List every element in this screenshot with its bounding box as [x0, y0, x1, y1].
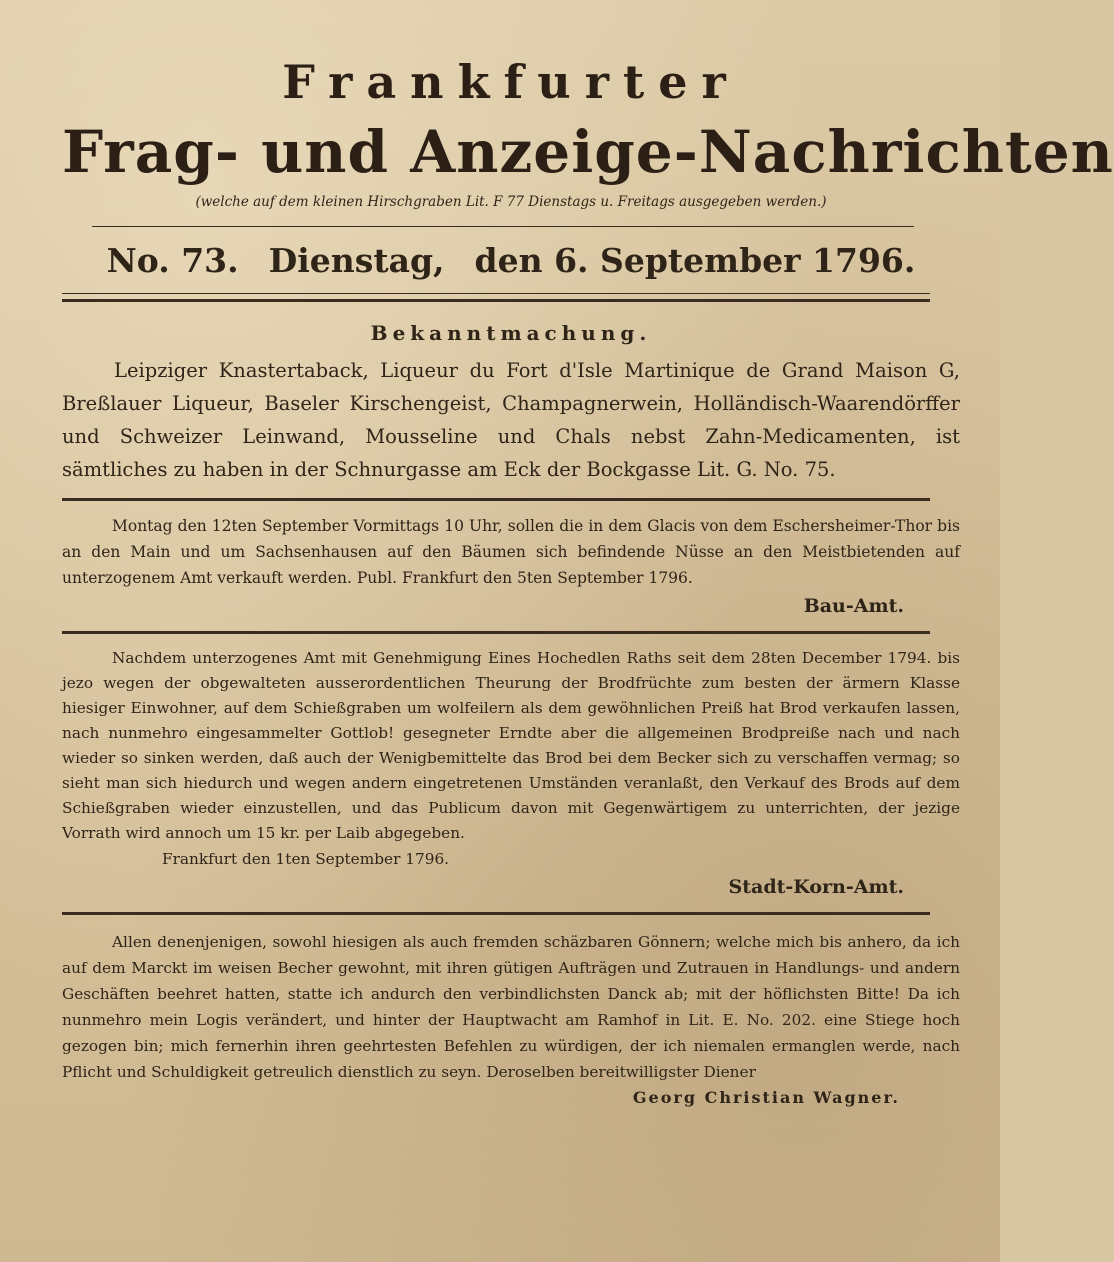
separator-rule-3 — [62, 912, 930, 915]
announcement-3 — [62, 646, 960, 902]
announcement-2-signature: Bau-Amt. — [803, 595, 904, 617]
announcement-2 — [62, 513, 960, 621]
announcement-1 — [62, 320, 960, 486]
masthead-main-title: Frag- und Anzeige-Nachrichten — [62, 118, 1114, 186]
separator-rule-2 — [62, 631, 930, 634]
separator-rule-1 — [62, 498, 930, 501]
announcement-4-signature: Georg Christian Wagner. — [632, 1088, 900, 1107]
announcement-4-text: Allen denenjenigen, sowohl hiesigen als auch fremden schäzbaren Gönnern; welche mich bis anhero, da ich auf dem Marckt im weisen Becher gewohnt, mit ihren gütigen Aufträgen und Zutrauen in Handlungs- und andern Geschäften beehret hatten, statte ich andurch den verbindlichsten Danck ab; mit der höflichsten Bitte! Da ich nunmehro mein Logis verändert, und hinter der Hauptwacht am Ramhof in Lit. E. No. 202. eine Stiege hoch gezogen bin; mich fernerhin ihren geehrtesten Befehlen zu würdigen, der ich niemalen ermanglen werde, nach Pflicht und Schuldigkeit getreulich dienstlich zu seyn. Deroselben bereitwilligster Diener — [62, 933, 960, 1081]
masthead-subtitle: (welche auf dem kleinen Hirschgraben Lit. F 77 Dienstags u. Freitags ausgegeben werden.) — [195, 194, 827, 210]
announcement-3-text: Nachdem unterzogenes Amt mit Genehmigung Eines Hochedlen Raths seit dem 28ten December 1794. bis jezo wegen der obgewalteten ausserordentlichen Theurung der Brodfrüchte zum besten der ärmern Klasse hiesiger Einwohner, auf dem Schießgraben um wolfeilern als dem gewöhnlichen Preiß hat Brod verkaufen lassen, nach nunmehro eingesammelter Gottlob! gesegneter Erndte aber die allgemeinen Brodpreiße nach und nach wieder so sinken werden, daß auch der Wenigbemittelte das Brod bei dem Becker sich zu verschaffen vermag; so sieht man sich hiedurch und wegen andern eingetretenen Umständen veranlaßt, den Verkauf des Brods auf dem Schießgraben wieder einzustellen, und das Publicum davon mit Gegenwärtigem zu unterrichten, der jezige Vorrath wird annoch um 15 kr. per Laib abgegeben. — [62, 649, 960, 842]
announcement-1-heading: Bekanntmachung. — [370, 321, 652, 345]
masthead-rule — [92, 226, 914, 227]
issue-date: den 6. September 1796. — [474, 241, 916, 280]
announcement-3-dateline: Frankfurt den 1ten September 1796. — [162, 850, 450, 868]
announcement-1-text: Leipziger Knastertaback, Liqueur du Fort d'Isle Martinique de Grand Maison G, Breßlauer Liqueur, Baseler Kirschengeist, Champagnerwein, Holländisch-Waarendörffer und Schweizer Leinwand, Mousseline und Chals nebst Zahn-Medicamenten, ist sämtliches zu haben in der Schnurgasse am Eck der Bockgasse Lit. G. No. 75. — [62, 359, 960, 481]
announcement-3-signature: Stadt-Korn-Amt. — [728, 876, 904, 898]
announcement-4 — [62, 929, 960, 1111]
issue-rule — [62, 293, 930, 302]
masthead-top-title: Frankfurter — [282, 55, 740, 109]
announcement-2-text: Montag den 12ten September Vormittags 10 Uhr, sollen die in dem Glacis von dem Eschersheimer-Thor bis an den Main und um Sachsenhausen auf den Bäumen sich befindende Nüsse an den Meistbietenden auf unterzogenem Amt verkauft werden. Publ. Frankfurt den 5ten September 1796. — [62, 517, 960, 587]
issue-weekday: Dienstag, — [268, 241, 445, 280]
issue-number: No. 73. — [106, 241, 239, 280]
issue-line — [62, 233, 960, 289]
